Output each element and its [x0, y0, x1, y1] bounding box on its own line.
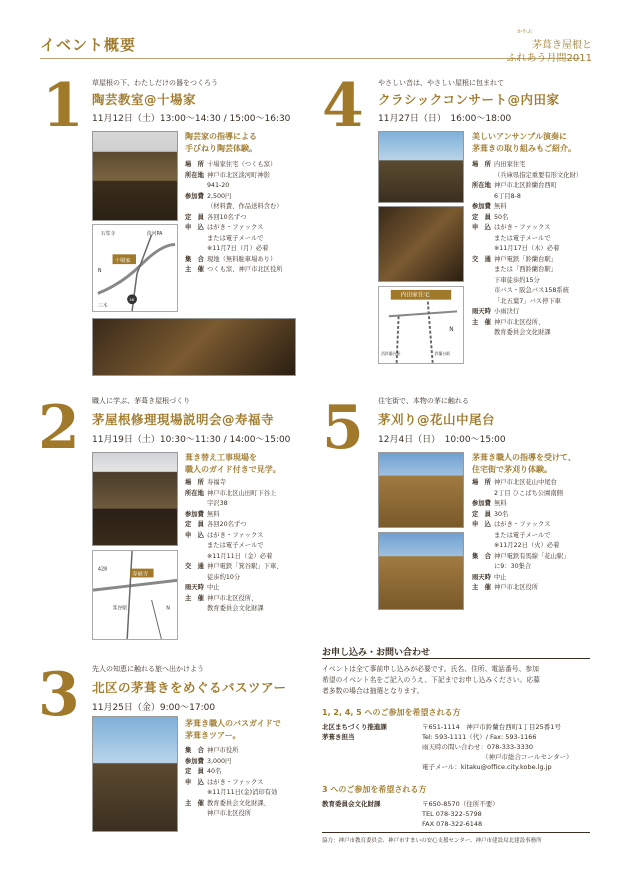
map-label: 西鈴蘭台駅 — [381, 351, 401, 357]
contact-email[interactable]: 電子メール：kitaku@office.city.kobe.lg.jp — [422, 763, 552, 771]
info-key — [472, 286, 494, 297]
event4-map — [378, 286, 464, 364]
info-row — [185, 499, 305, 510]
map-label: 38 — [129, 297, 135, 303]
event4-info — [472, 160, 597, 339]
info-row — [472, 583, 597, 594]
info-value: 小雨決行 — [494, 308, 520, 315]
info-value: に9：30集合 — [494, 563, 532, 570]
map-label: 寿福寺 — [132, 571, 149, 578]
event3-info — [185, 746, 310, 820]
info-key: 場 所 — [472, 479, 491, 486]
contact-line: FAX 078-322-6148 — [422, 820, 483, 828]
info-value: 中止 — [207, 584, 220, 591]
event5-info — [472, 478, 597, 594]
event1-map — [92, 224, 178, 312]
info-value: 941-20 — [207, 182, 230, 189]
contact-line: 〒650-8570（住所不要） — [422, 800, 499, 808]
map-label: 鈴蘭台駅 — [434, 351, 451, 357]
info-key — [185, 552, 207, 563]
info-value: 神戸市北区役所 — [207, 810, 252, 817]
info-key: 定 員 — [472, 510, 491, 518]
info-row — [472, 171, 597, 182]
event-number: 4 — [322, 71, 364, 141]
info-row — [472, 531, 597, 542]
info-value: （兵庫県指定重要有形文化財） — [494, 171, 583, 179]
event-subtitle: 先人の知恵に触れる旅へ出かけよう — [92, 665, 204, 673]
info-value: 神戸市役所 — [207, 747, 239, 754]
contact-body-line: イベントは全て事前申し込みが必要です。氏名、住所、電話番号、参加 — [322, 665, 539, 673]
event2-photo-temple — [92, 452, 178, 546]
info-value: または電子メールで — [494, 531, 551, 539]
info-key — [185, 499, 207, 510]
info-key — [185, 809, 207, 820]
info-value: ※11月11日(金)消印有効 — [207, 789, 278, 796]
info-value: 現地（無料駐車場あり） — [207, 255, 277, 263]
info-value: 中止 — [494, 573, 507, 581]
info-key — [472, 234, 494, 245]
map-label: N — [97, 267, 102, 274]
info-value: 教育委員会文化財課 — [207, 605, 264, 612]
info-row — [472, 499, 597, 510]
info-value: ※11月17日（木）必着 — [494, 245, 560, 252]
info-key — [185, 541, 207, 552]
event-lead-line: 茅葺きの取り組みもご紹介。 — [472, 144, 576, 153]
map-label: 石峯寺 — [100, 230, 116, 237]
info-value: 内田家住宅 — [494, 161, 526, 168]
event4-photo-concert — [378, 206, 464, 282]
info-value: 神戸市北区役所、 — [494, 318, 545, 326]
contact-divider — [322, 658, 590, 659]
event-title: 茅刈り@花山中尾台 — [378, 412, 496, 427]
info-row — [185, 809, 310, 820]
event-lead — [185, 131, 257, 155]
contact-group2-detail — [422, 799, 499, 829]
contact-body-line: 希望のイベント名をご記入のうえ、下記までお申し込みください。応募 — [322, 676, 540, 684]
contact-org-line: 茅葺き担当 — [322, 733, 355, 741]
info-row — [185, 202, 305, 213]
info-row — [185, 541, 305, 552]
info-row — [185, 510, 305, 521]
info-key — [472, 171, 494, 182]
map-label: 淡河PA — [146, 230, 163, 237]
event-lead — [472, 131, 576, 155]
contact-line: TEL 078-322-5798 — [422, 810, 482, 818]
info-key — [185, 234, 207, 245]
contact-group2-head: 3 へのご参加を希望される方 — [322, 785, 427, 794]
contact-org: 教育委員会文化財課 — [322, 800, 381, 808]
info-row — [472, 286, 597, 297]
info-key: 場 所 — [185, 479, 204, 486]
event-subtitle: 職人に学ぶ、茅葺き屋根づくり — [92, 397, 191, 405]
info-value: ※11月22日（火）必着 — [494, 542, 560, 549]
brand-line2: ふれあう月間2011 — [506, 53, 592, 64]
info-row — [185, 160, 305, 171]
event-lead — [185, 452, 281, 476]
info-value: 2丁目 ひこばち公園南側 — [494, 489, 563, 497]
info-row — [185, 746, 310, 757]
info-value: 無料 — [494, 500, 507, 507]
contact-line: （神戸市総合コールセンター） — [482, 753, 573, 761]
event-subtitle: 草屋根の下、わたしだけの器をつくろう — [92, 79, 218, 87]
event1-photo-pottery — [92, 318, 296, 376]
event-lead-line: 職人のガイド付きで見学。 — [185, 465, 281, 474]
info-key: 申 込 — [472, 224, 491, 231]
info-key — [185, 202, 207, 213]
info-key — [185, 181, 207, 192]
event-subtitle: 住宅街で、本物の茅に触れる — [378, 397, 469, 405]
event-number: 3 — [38, 660, 80, 730]
event-number: 1 — [42, 71, 84, 141]
info-row — [185, 171, 305, 182]
info-row — [472, 213, 597, 224]
info-row — [185, 552, 305, 563]
info-key: 主 催 — [185, 799, 204, 807]
info-key: 集 合 — [472, 552, 491, 560]
info-key: 定 員 — [185, 521, 204, 528]
event5-photo-harvest — [378, 532, 464, 610]
info-key — [472, 531, 494, 542]
contact-body-line: 者多数の場合は抽選となります。 — [322, 687, 424, 695]
info-row — [472, 234, 597, 245]
info-row — [472, 562, 597, 573]
info-row — [185, 489, 305, 500]
info-key: 雨天時 — [185, 584, 204, 591]
info-value: 各回10名ずつ — [207, 213, 247, 221]
info-value: 教育委員会文化財課、 — [207, 799, 270, 807]
info-key — [185, 604, 207, 615]
info-row — [185, 478, 305, 489]
info-key: 所在地 — [185, 171, 204, 179]
info-row — [185, 223, 305, 234]
footer-divider — [322, 832, 590, 833]
info-row — [472, 478, 597, 489]
event1-photo-house — [92, 131, 178, 221]
info-row — [185, 213, 305, 224]
event-date: 11月19日（土）10:30～11:30 / 14:00～15:00 — [92, 435, 291, 445]
info-row — [185, 244, 305, 255]
info-row — [185, 594, 305, 605]
event-title: 茅屋根修理現場説明会@寿福寺 — [92, 412, 275, 427]
info-value: 徒歩約10分 — [207, 573, 241, 581]
event-lead-line: 茅葺き職人の指導を受けて、 — [472, 453, 576, 462]
info-row — [185, 181, 305, 192]
info-key: 集 合 — [185, 747, 204, 754]
info-value: はがき・ファックス — [494, 224, 551, 231]
info-row — [472, 202, 597, 213]
info-row — [472, 328, 597, 339]
info-key: 参加費 — [185, 757, 204, 765]
info-value: （材料費、作品送料含む） — [207, 203, 283, 210]
event3-photo-house — [92, 716, 178, 832]
event1-info — [185, 160, 305, 276]
info-value: 40名 — [207, 768, 222, 775]
event-title: 北区の茅葺きをめぐるバスツアー — [92, 680, 287, 695]
event-lead-line: 手びねり陶芸体験。 — [185, 144, 257, 153]
contact-group1-head: 1, 2, 4, 5 へのご参加を希望される方 — [322, 708, 461, 717]
info-row — [472, 255, 597, 266]
info-value: 神戸市北区淡河町神影 — [207, 171, 270, 179]
info-value: 字沢38 — [207, 500, 228, 507]
info-value: はがき・ファックス — [207, 224, 264, 231]
info-value: または電子メールで — [207, 542, 264, 549]
info-row — [185, 520, 305, 531]
info-row — [472, 276, 597, 287]
info-key: 申 込 — [185, 778, 204, 786]
contact-body — [322, 664, 592, 697]
event-date: 11月27日（日） 16:00～18:00 — [378, 114, 512, 124]
event-date: 11月25日（金）9:00～17:00 — [92, 703, 216, 713]
info-value: 6丁目8-8 — [494, 192, 521, 200]
map-label: N — [166, 605, 170, 612]
info-key — [472, 489, 494, 500]
info-value: 無料 — [494, 203, 507, 210]
info-key: 参加費 — [472, 203, 491, 210]
event-title: クラシックコンサート@内田家 — [378, 92, 560, 107]
info-row — [185, 604, 305, 615]
info-value: または「西鈴蘭台駅」 — [494, 266, 557, 273]
info-key: 参加費 — [185, 192, 204, 200]
info-key: 雨天時 — [472, 308, 491, 315]
info-value: 3,000円 — [207, 757, 232, 765]
info-row — [185, 192, 305, 203]
info-value: 「北五葉7」バス停下車 — [494, 297, 561, 305]
info-row — [185, 799, 310, 810]
info-row — [472, 297, 597, 308]
event-lead-line: 陶芸家の指導による — [185, 132, 257, 141]
map-label: 内田家住宅 — [400, 292, 430, 299]
info-key: 雨天時 — [472, 573, 491, 581]
info-key: 参加費 — [185, 510, 204, 518]
info-value: つくも窯、神戸市北区役所 — [207, 266, 283, 273]
info-value: 神戸市北区役所 — [494, 584, 539, 591]
info-key — [472, 192, 494, 203]
info-key: 所在地 — [185, 489, 204, 497]
contact-line: 雨天時の問い合わせ：078-333-3330 — [422, 743, 534, 751]
contact-line: Tel: 593-1111（代）/ Fax: 593-1166 — [422, 733, 537, 741]
event-lead-line: 美しいアンサンブル演奏に — [472, 132, 567, 141]
info-value: 神戸電鉄「箕谷駅」下車、 — [207, 563, 283, 570]
info-key — [472, 244, 494, 255]
info-row — [185, 265, 305, 276]
info-row — [472, 318, 597, 329]
event-lead-line: 茅葺きツアー。 — [185, 731, 241, 740]
info-value: 30名 — [494, 510, 509, 518]
info-key: 場 所 — [185, 161, 204, 168]
brand-line1: 茅葺き屋根と — [532, 40, 592, 51]
info-key: 所在地 — [472, 182, 491, 189]
info-key — [472, 562, 494, 573]
info-row — [472, 520, 597, 531]
event-date: 12月4日（日） 10:00～15:00 — [378, 435, 506, 445]
info-row — [185, 573, 305, 584]
contact-title: お申し込み・お問い合わせ — [322, 648, 431, 658]
info-key: 定 員 — [185, 768, 204, 775]
info-value: 神戸市北区役所、 — [207, 594, 258, 602]
event-subtitle: やさしい音は、やさしい屋根に包まれて — [378, 79, 504, 87]
info-row — [472, 552, 597, 563]
info-value: ※11月11日（金）必着 — [207, 552, 273, 560]
info-key: 主 催 — [472, 318, 491, 326]
event2-info — [185, 478, 305, 615]
info-key: 定 員 — [472, 213, 491, 221]
info-value: ※11月7日（月）必着 — [207, 245, 269, 252]
info-key — [185, 573, 207, 584]
event-lead-line: 茅葺き職人のバスガイドで — [185, 719, 281, 728]
info-key — [185, 788, 207, 799]
info-value: 教育委員会文化財課 — [494, 329, 551, 336]
info-value: 神戸電鉄「鈴蘭台駅」 — [494, 255, 557, 263]
event-lead-line: 住宅街で茅刈り体験。 — [472, 465, 552, 474]
info-value: 神戸電鉄有馬線「花山駅」 — [494, 552, 570, 560]
contact-line: 〒651-1114 神戸市鈴蘭台西町1丁目25番1号 — [422, 723, 561, 731]
info-row — [472, 307, 597, 318]
info-value: 下車徒歩約15分 — [494, 276, 540, 284]
info-key: 申 込 — [472, 521, 491, 528]
info-key: 主 催 — [185, 266, 204, 273]
page-title: イベント概要 — [40, 36, 137, 54]
info-value: はがき・ファックス — [207, 778, 264, 786]
info-key: 申 込 — [185, 224, 204, 231]
info-value: 神戸市北区鈴蘭台西町 — [494, 182, 557, 189]
info-key — [472, 276, 494, 287]
info-value: はがき・ファックス — [207, 531, 264, 539]
info-key — [472, 297, 494, 308]
info-row — [472, 223, 597, 234]
info-key — [472, 541, 494, 552]
info-row — [472, 541, 597, 552]
info-key: 主 催 — [185, 594, 204, 602]
info-key: 申 込 — [185, 531, 204, 539]
map-label: 三木 — [97, 303, 108, 310]
info-row — [472, 160, 597, 171]
info-value: はがき・ファックス — [494, 521, 551, 528]
map-label: 428 — [97, 566, 108, 573]
info-row — [185, 531, 305, 542]
info-row — [472, 181, 597, 192]
info-value: または電子メールで — [207, 234, 264, 242]
info-row — [472, 244, 597, 255]
map-label: 十場家 — [114, 258, 131, 265]
info-row — [472, 510, 597, 521]
info-value: 十場家住宅（つくも窯） — [207, 161, 277, 168]
info-row — [185, 255, 305, 266]
info-value: 無料 — [207, 510, 220, 518]
info-key — [472, 328, 494, 339]
info-row — [185, 757, 310, 768]
info-value: 2,500円 — [207, 192, 232, 200]
info-key: 交 通 — [185, 563, 204, 570]
contact-org — [322, 722, 387, 742]
contact-org-line: 北区まちづくり推進課 — [322, 723, 387, 731]
info-row — [472, 192, 597, 203]
info-key: 集 合 — [185, 255, 204, 263]
info-key: 交 通 — [472, 255, 491, 263]
event5-photo-field — [378, 452, 464, 528]
footer-credits: 協力：神戸市教育委員会、神戸市すまいの安心支援センター、神戸市建設局北建設事務所 — [322, 838, 542, 844]
info-value: 市バス・阪急バス158系統 — [494, 287, 569, 294]
info-row — [185, 234, 305, 245]
info-value: または電子メールで — [494, 234, 551, 242]
event-number: 2 — [38, 393, 80, 463]
info-key: 主 催 — [472, 584, 491, 591]
contact-group1-detail — [422, 722, 573, 772]
info-row — [472, 265, 597, 276]
info-row — [472, 489, 597, 500]
info-key: 定 員 — [185, 213, 204, 221]
brand-ruby: かやぶ — [516, 29, 532, 35]
map-label: 箕谷駅 — [112, 605, 128, 612]
info-value: 50名 — [494, 213, 509, 221]
info-key — [472, 265, 494, 276]
brand-logo-text — [507, 26, 592, 65]
info-row — [185, 788, 310, 799]
info-row — [185, 562, 305, 573]
info-key — [185, 244, 207, 255]
info-row — [472, 573, 597, 584]
event4-photo-house — [378, 131, 464, 203]
event-title: 陶芸教室@十場家 — [92, 92, 197, 107]
info-value: 神戸市北区山田町下谷上 — [207, 489, 277, 497]
info-value: 各回20名ずつ — [207, 521, 247, 528]
info-value: 寿福寺 — [207, 479, 226, 486]
info-key: 参加費 — [472, 500, 491, 507]
event-date: 11月12日（土）13:00～14:30 / 15:00～16:30 — [92, 114, 291, 124]
info-key: 場 所 — [472, 161, 491, 168]
event-lead — [472, 452, 576, 476]
info-row — [185, 778, 310, 789]
map-label: N — [449, 326, 454, 333]
header-divider — [40, 58, 580, 59]
event-lead — [185, 718, 281, 742]
event-lead-line: 葺き替え工事現場を — [185, 453, 257, 462]
event-number: 5 — [322, 393, 364, 463]
info-row — [185, 767, 310, 778]
info-value: 神戸市北区花山中尾台 — [494, 479, 557, 486]
event2-map — [92, 550, 178, 640]
info-row — [185, 583, 305, 594]
